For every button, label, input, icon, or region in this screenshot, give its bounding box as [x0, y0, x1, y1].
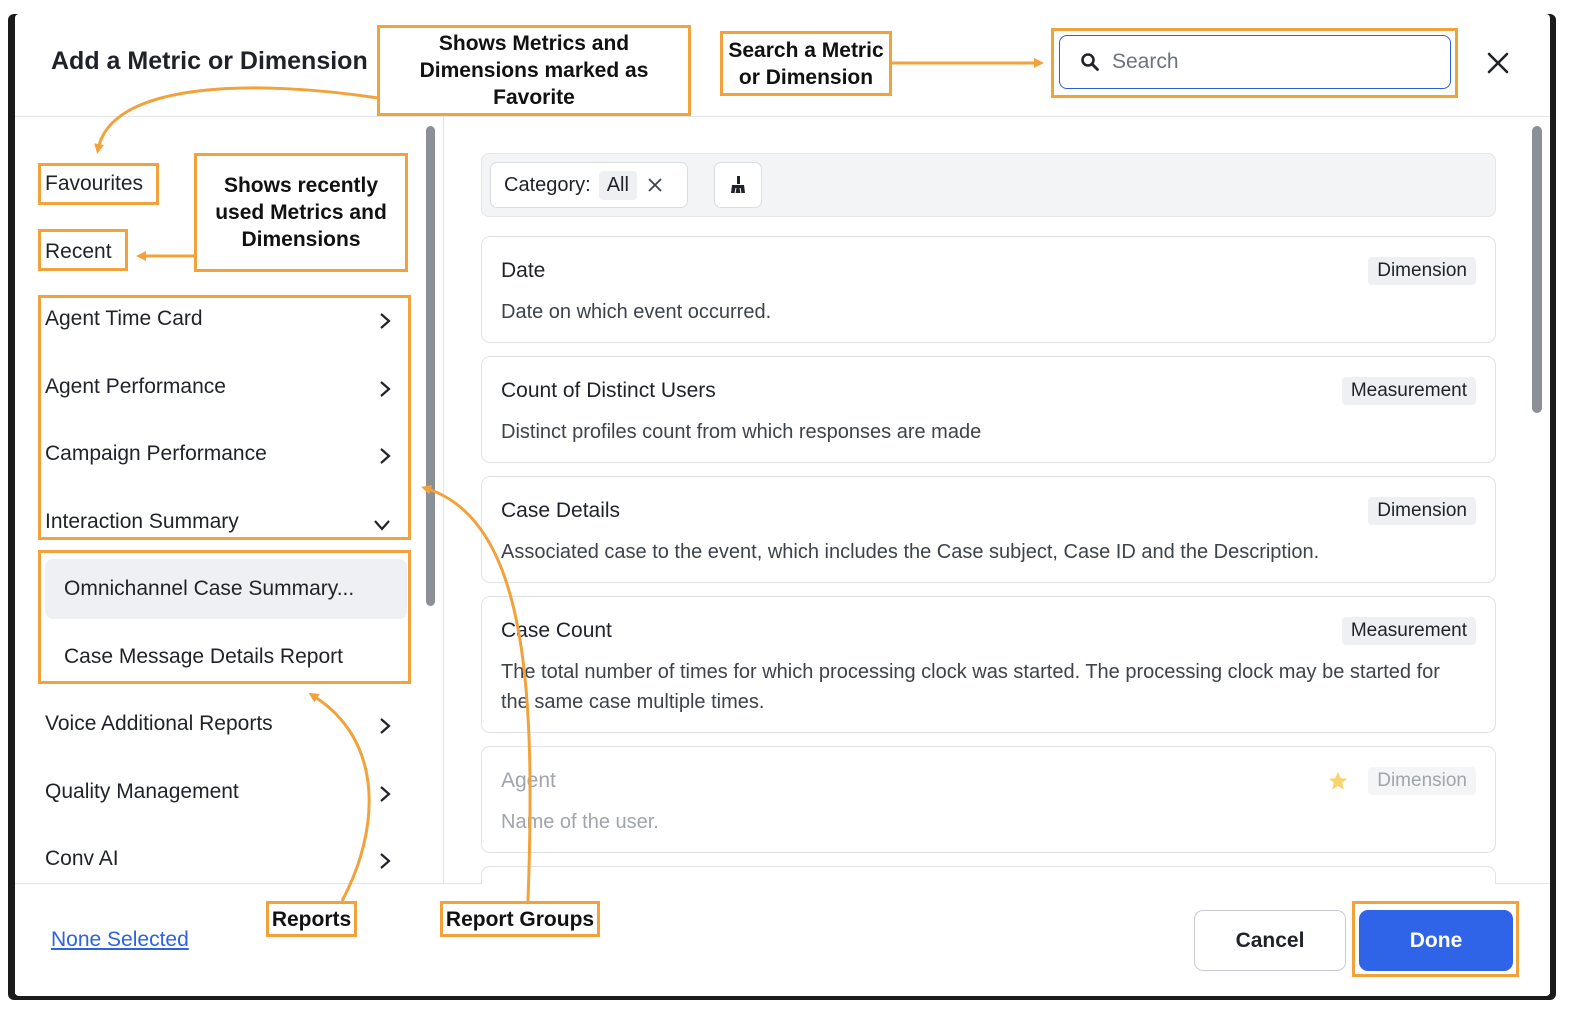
metric-type-badge: Measurement: [1342, 617, 1476, 645]
report-label: Case Message Details Report: [64, 645, 343, 668]
broom-icon: [729, 175, 747, 195]
metric-card-case-details[interactable]: [481, 476, 1496, 583]
annotation-favorite-note: Shows Metrics and Dimensions marked as Favorite: [377, 25, 691, 116]
clear-filter-icon[interactable]: [647, 177, 663, 193]
metric-type-badge: Measurement: [1342, 377, 1476, 405]
sidebar-group-conv-ai[interactable]: [45, 847, 400, 877]
metric-card-agent[interactable]: [481, 746, 1496, 853]
metric-name: Case Details: [501, 499, 621, 522]
annotation-search-note: Search a Metric or Dimension: [720, 31, 892, 96]
metric-type-badge: Dimension: [1368, 767, 1476, 795]
sidebar-group-label: Agent Performance: [45, 375, 226, 398]
highlight-reports: [38, 550, 411, 684]
dialog-title: Add a Metric or Dimension: [51, 47, 368, 75]
sidebar-group-quality-management[interactable]: [45, 780, 400, 810]
highlight-favourites: [38, 163, 159, 205]
report-label: Omnichannel Case Summary...: [64, 577, 355, 600]
annotation-report-groups-note: Report Groups: [440, 901, 600, 937]
sidebar-group-label: Conv AI: [45, 847, 119, 870]
highlight-search: [1051, 28, 1458, 98]
highlight-report-groups: [38, 295, 411, 540]
category-label: Category:: [504, 173, 591, 196]
annotation-reports-note: Reports: [266, 901, 357, 937]
metric-name: Case Count: [501, 619, 612, 642]
category-filter-chip[interactable]: [490, 162, 688, 208]
column-divider: [443, 117, 444, 883]
chevron-right-icon: [378, 784, 392, 804]
none-selected-link[interactable]: None Selected: [51, 928, 189, 951]
metric-card-count-distinct-users[interactable]: [481, 356, 1496, 463]
metric-description: The total number of times for which processing clock was started. The processing clock may be started for the same case multiple times.: [501, 661, 1440, 713]
metric-type-badge: Dimension: [1368, 497, 1476, 525]
sidebar-group-voice-additional-reports[interactable]: [45, 712, 400, 742]
header-divider: [15, 116, 1550, 117]
sidebar-scrollbar[interactable]: [426, 126, 435, 606]
sidebar-group-label: Campaign Performance: [45, 442, 267, 465]
sidebar-group-label: Interaction Summary: [45, 510, 239, 533]
metric-description: Date on which event occurred.: [501, 301, 772, 323]
cancel-button[interactable]: Cancel: [1194, 910, 1346, 971]
metric-name: Date: [501, 259, 546, 282]
done-button[interactable]: Done: [1359, 910, 1513, 971]
close-icon[interactable]: [1483, 48, 1513, 78]
sidebar-group-label: Agent Time Card: [45, 307, 203, 330]
metric-description: Associated case to the event, which includes the Case subject, Case ID and the Description.: [501, 541, 1320, 563]
filter-bar: [481, 153, 1496, 217]
category-value: All: [599, 171, 637, 200]
chevron-right-icon: [378, 851, 392, 871]
metric-name: Count of Distinct Users: [501, 379, 716, 402]
metric-card-date[interactable]: [481, 236, 1496, 343]
sidebar-favourites[interactable]: Favourites: [45, 172, 144, 195]
metric-description: Distinct profiles count from which responses are made: [501, 421, 982, 443]
sidebar-group-label: Quality Management: [45, 780, 239, 803]
highlight-done: [1352, 901, 1519, 977]
highlight-recent: [38, 229, 128, 271]
annotation-recent-note: Shows recently used Metrics and Dimensions: [194, 153, 408, 272]
metric-card-case-count[interactable]: [481, 596, 1496, 733]
star-favorite-icon[interactable]: [1327, 770, 1349, 792]
clear-all-button[interactable]: [714, 162, 762, 208]
sidebar-group-label: Voice Additional Reports: [45, 712, 273, 735]
metric-name: Agent: [501, 769, 556, 792]
metric-description: Name of the user.: [501, 811, 659, 833]
metric-type-badge: Dimension: [1368, 257, 1476, 285]
sidebar-recent[interactable]: Recent: [45, 240, 112, 263]
list-scrollbar[interactable]: [1532, 126, 1542, 413]
chevron-right-icon: [378, 716, 392, 736]
